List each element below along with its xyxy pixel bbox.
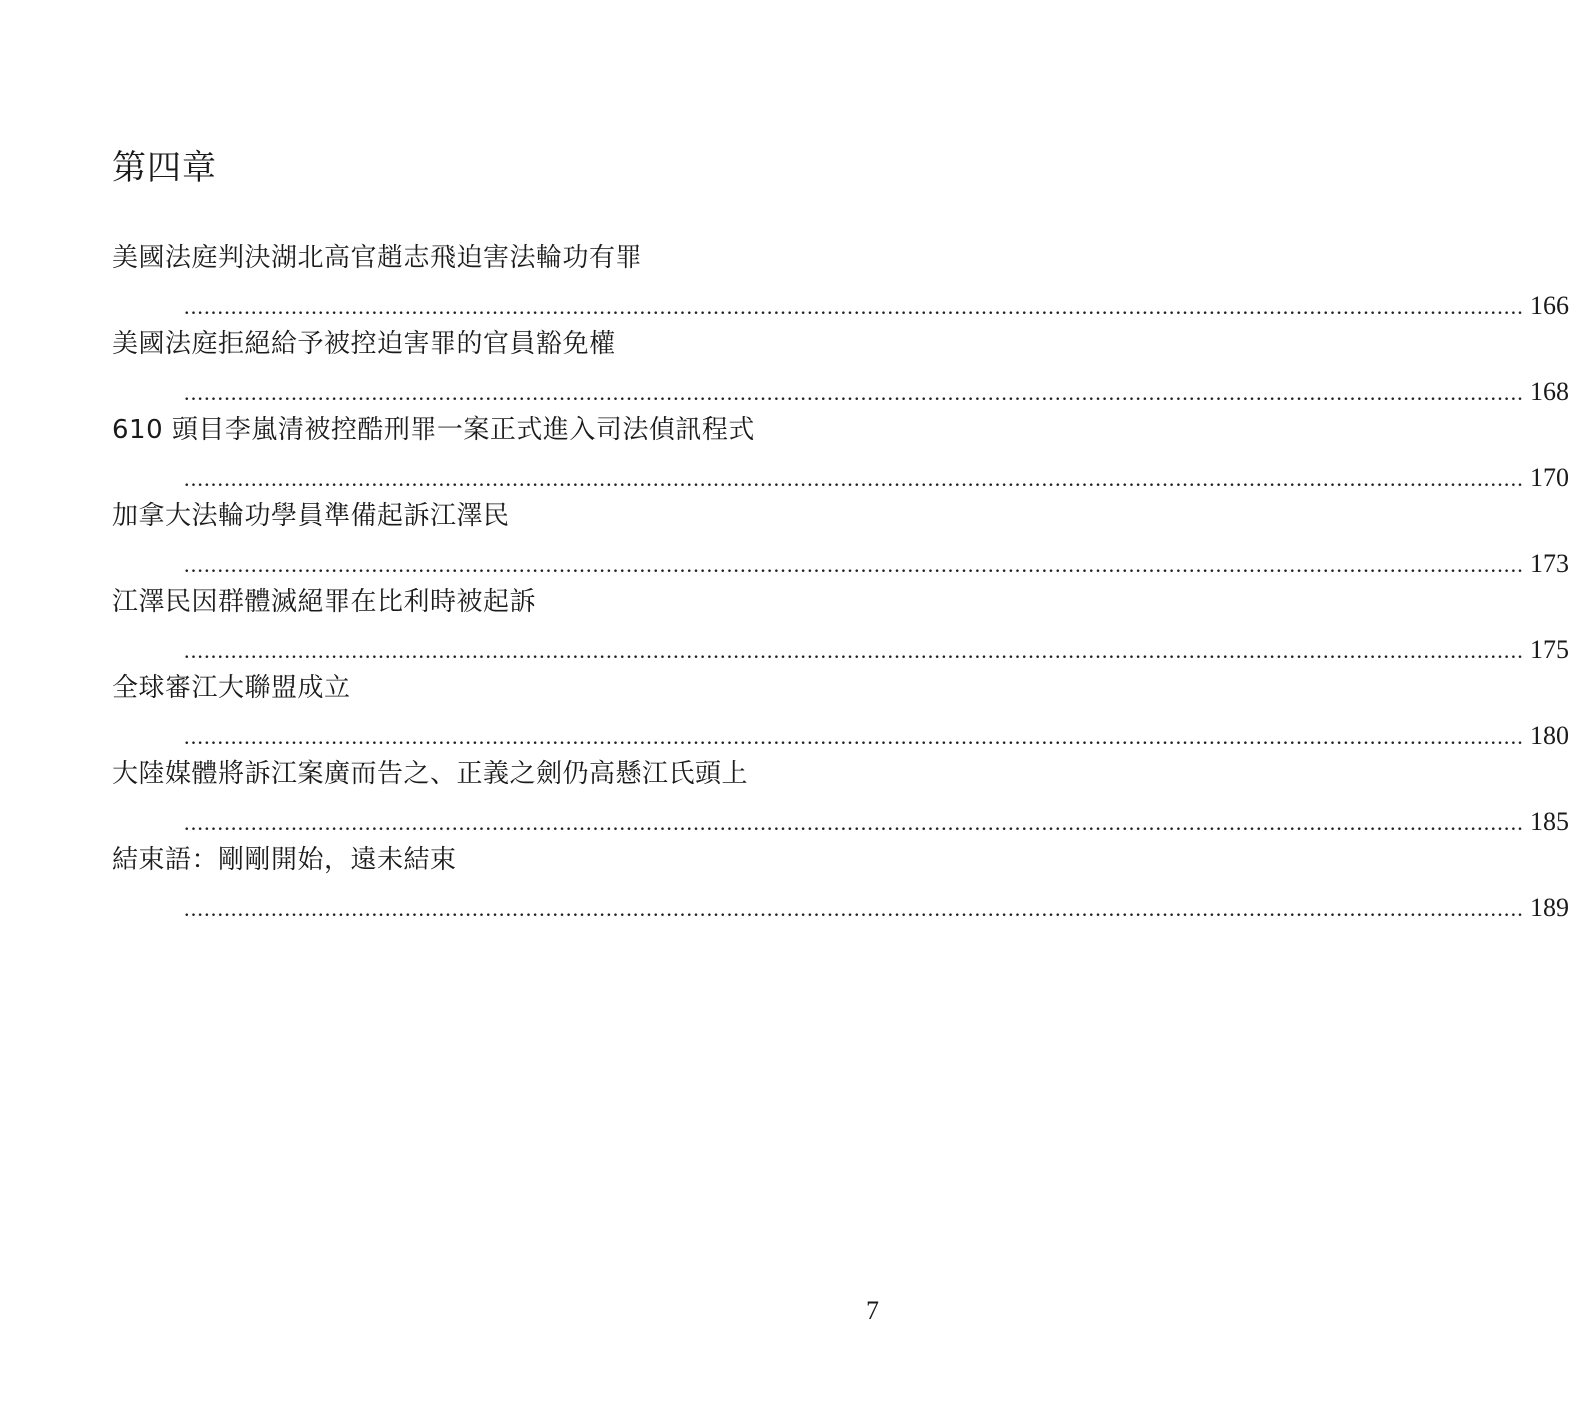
toc-entry-page: 173 xyxy=(1530,549,1569,578)
toc-entry[interactable] xyxy=(112,670,1569,756)
chapter-title: 第四章 xyxy=(112,148,217,188)
toc-entry-title: 美國法庭判決湖北高官趙志飛迫害法輪功有罪 xyxy=(112,243,643,273)
page-number: 7 xyxy=(866,1296,879,1325)
toc-entry[interactable] xyxy=(112,756,1569,842)
toc-entry-title: 610 頭目李嵐清被控酷刑罪一案正式進入司法偵訊程式 xyxy=(112,415,755,445)
toc-entry[interactable] xyxy=(112,498,1569,584)
toc-entry[interactable] xyxy=(112,412,1569,498)
toc-leader-row xyxy=(184,284,1569,320)
toc-dot-leader: ........................................................................................................................................................................................................ xyxy=(184,638,1524,663)
toc-leader-row xyxy=(184,628,1569,664)
toc-leader-row xyxy=(184,542,1569,578)
toc-dot-leader: ........................................................................................................................................................................................................ xyxy=(184,810,1524,835)
toc-leader-row xyxy=(184,714,1569,750)
toc-entry-title: 加拿大法輪功學員準備起訴江澤民 xyxy=(112,501,510,531)
toc-leader-row xyxy=(184,456,1569,492)
toc-entry-title: 大陸媒體將訴江案廣而告之、正義之劍仍高懸江氏頭上 xyxy=(112,759,749,789)
toc-entry-page: 170 xyxy=(1530,463,1569,492)
toc-entry-page: 185 xyxy=(1530,807,1569,836)
toc-entry[interactable] xyxy=(112,240,1569,326)
toc-entry-title: 全球審江大聯盟成立 xyxy=(112,673,351,703)
toc-leader-row xyxy=(184,886,1569,922)
table-of-contents xyxy=(112,240,1569,928)
toc-entry[interactable] xyxy=(112,326,1569,412)
toc-dot-leader: ........................................................................................................................................................................................................ xyxy=(184,466,1524,491)
toc-entry[interactable] xyxy=(112,842,1569,928)
toc-entry-title: 江澤民因群體滅絕罪在比利時被起訴 xyxy=(112,587,537,617)
toc-dot-leader: ........................................................................................................................................................................................................ xyxy=(184,896,1524,921)
toc-entry-page: 168 xyxy=(1530,377,1569,406)
toc-entry-page: 180 xyxy=(1530,721,1569,750)
toc-leader-row xyxy=(184,370,1569,406)
toc-dot-leader: ........................................................................................................................................................................................................ xyxy=(184,724,1524,749)
toc-dot-leader: ........................................................................................................................................................................................................ xyxy=(184,380,1524,405)
toc-entry-page: 166 xyxy=(1530,291,1569,320)
toc-dot-leader: ........................................................................................................................................................................................................ xyxy=(184,294,1524,319)
toc-entry-page: 175 xyxy=(1530,635,1569,664)
toc-entry-title: 美國法庭拒絕給予被控迫害罪的官員豁免權 xyxy=(112,329,616,359)
toc-entry-page: 189 xyxy=(1530,893,1569,922)
toc-entry-title: 結束語：剛剛開始，遠未結束 xyxy=(112,845,457,875)
toc-leader-row xyxy=(184,800,1569,836)
toc-entry[interactable] xyxy=(112,584,1569,670)
toc-dot-leader: ........................................................................................................................................................................................................ xyxy=(184,552,1524,577)
